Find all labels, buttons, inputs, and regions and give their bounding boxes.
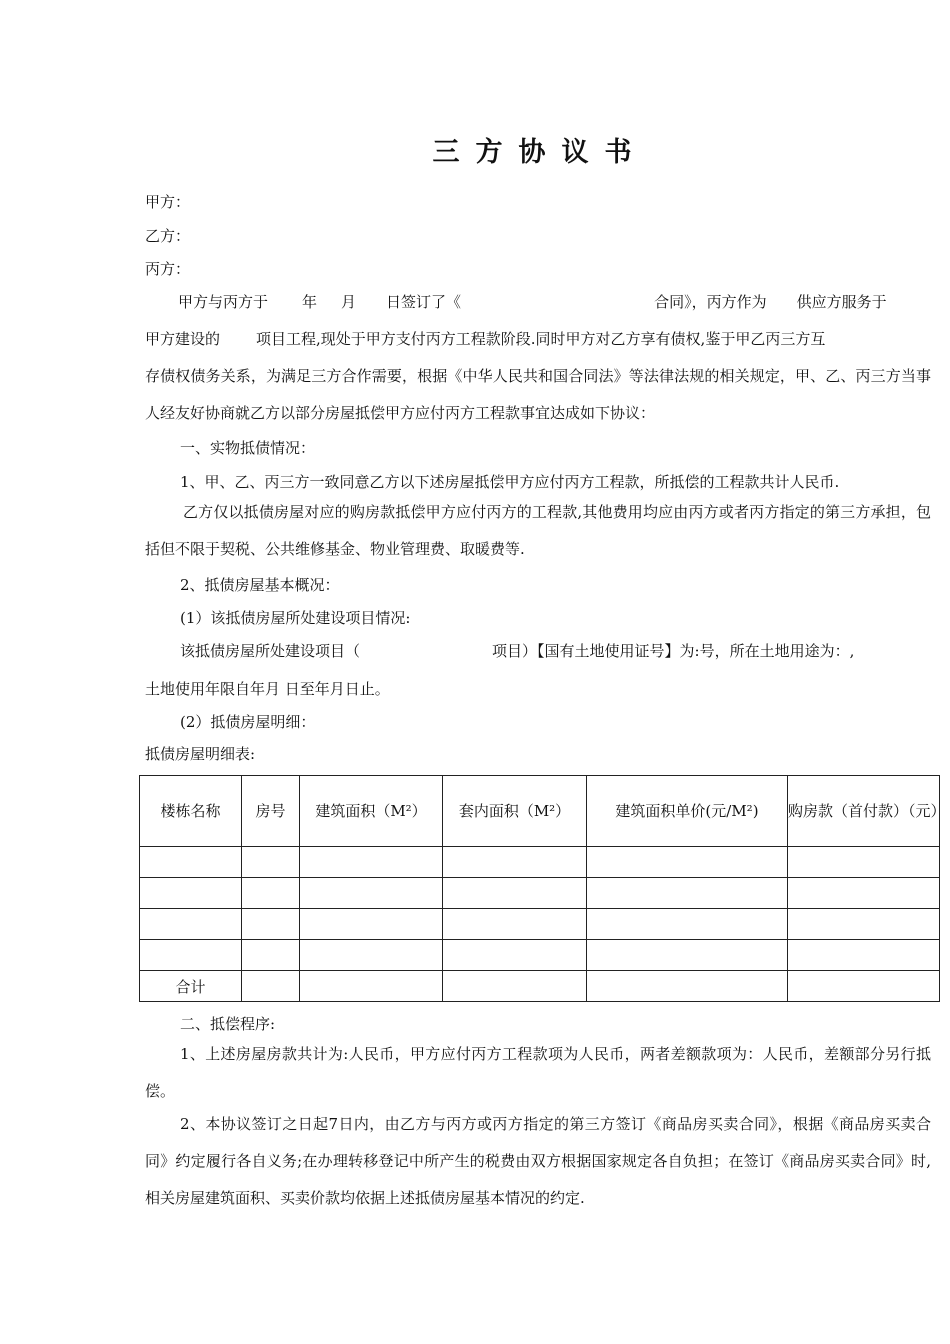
table-cell (587, 940, 788, 971)
project-text: 项目）【国有土地使用证号】为:号，所在土地用途为：, (492, 642, 855, 660)
section-1-item-1: 1、甲、乙、丙三方一致同意乙方以下述房屋抵偿甲方应付丙方工程款，所抵偿的工程款共计人民币. (180, 473, 840, 491)
intro-supplier: 供应方服务于 (796, 293, 887, 311)
table-header-cell: 套内面积（M²） (443, 776, 587, 847)
table-cell (300, 878, 443, 909)
party-b-label: 乙方： (145, 227, 191, 245)
table-cell (242, 940, 300, 971)
section-1-note: 乙方仅以抵债房屋对应的购房款抵偿甲方应付丙方的工程款,其他费用均应由丙方或者丙方指定的第三方承担，包括但不限于契税、公共维修基金、物业管理费、取暖费等. (145, 503, 931, 558)
intro-line-2 (145, 329, 825, 349)
section-1-item-2: 2、抵债房屋基本概况： (180, 576, 340, 594)
table-caption: 抵债房屋明细表: (145, 745, 256, 763)
table-cell (788, 909, 940, 940)
table-cell (300, 940, 443, 971)
intro-line-1 (178, 292, 887, 312)
table-row (140, 909, 940, 940)
table-cell (300, 909, 443, 940)
section-2-item-2: 2、本协议签订之日起7日内，由乙方与丙方或丙方指定的第三方签订《商品房买卖合同》，根据《商品房买卖合同》约定履行各自义务;在办理转移登记中所产生的税费由双方根据国家规定各自负担；在签订《商品房买卖合同》时,相关房屋建筑面积、买卖价款均依据上述抵债房屋基本情况的约定. (145, 1115, 931, 1207)
table-cell (242, 971, 300, 1002)
table-cell (587, 909, 788, 940)
section-2-item-1: 1、上述房屋房款共计为:人民币，甲方应付丙方工程款项为人民币，两者差额款项为：人民币，差额部分另行抵偿。 (145, 1045, 931, 1100)
project-text: 该抵债房屋所处建设项目（ (180, 642, 361, 660)
intro-text: 甲方与丙方于 (178, 293, 269, 311)
table-cell (788, 847, 940, 878)
section-2-heading: 二、抵偿程序: (180, 1015, 276, 1033)
table-header-cell: 楼栋名称 (140, 776, 242, 847)
table-cell (443, 847, 587, 878)
table-cell (242, 909, 300, 940)
table-cell (788, 971, 940, 1002)
table-row (140, 878, 940, 909)
project-line (180, 641, 854, 661)
section-1-heading: 一、实物抵债情况： (180, 439, 316, 457)
section-1-sub-1: (1）该抵债房屋所处建设项目情况: (180, 609, 411, 627)
table-total-row (140, 971, 940, 1002)
table-cell (140, 878, 242, 909)
table-cell (443, 971, 587, 1002)
table-header-row (140, 776, 940, 847)
intro-paragraph: 存债权债务关系，为满足三方合作需要，根据《中华人民共和国合同法》等法律法规的相关规定，甲、乙、丙三方当事人经友好协商就乙方以部分房屋抵偿甲方应付丙方工程款事宜达成如下协议： (145, 367, 931, 422)
table-header-cell: 建筑面积（M²） (300, 776, 443, 847)
table-cell (242, 847, 300, 878)
table-cell (788, 878, 940, 909)
table-cell (300, 847, 443, 878)
table-row (140, 940, 940, 971)
intro-text: 项目工程,现处于甲方支付丙方工程款阶段.同时甲方对乙方享有债权,鉴于甲乙丙三方互 (256, 330, 826, 348)
table-cell (300, 971, 443, 1002)
table-cell (443, 878, 587, 909)
table-cell (443, 940, 587, 971)
table-header-cell: 购房款（首付款）（元） (788, 776, 940, 847)
party-a-label: 甲方： (145, 193, 191, 211)
table-cell (242, 878, 300, 909)
section-1-sub-2: (2）抵债房屋明细： (180, 713, 316, 731)
property-detail-table (139, 775, 946, 1002)
table-row (140, 847, 940, 878)
table-cell (587, 878, 788, 909)
intro-day-signed: 日签订了《 (386, 293, 462, 311)
table-header-cell: 房号 (242, 776, 300, 847)
intro-text: 甲方建设的 (145, 330, 221, 348)
table-cell (587, 971, 788, 1002)
intro-year: 年 (302, 293, 318, 311)
table-total-label: 合计 (140, 971, 242, 1002)
table-header-cell: 建筑面积单价(元/M²) (587, 776, 788, 847)
table-cell (140, 847, 242, 878)
land-term: 土地使用年限自年月 日至年月日止。 (145, 680, 390, 698)
table-cell (587, 847, 788, 878)
intro-month: 月 (341, 293, 357, 311)
document-title: 三方协议书 (432, 137, 648, 168)
table-cell (140, 909, 242, 940)
table-cell (443, 909, 587, 940)
table-cell (788, 940, 940, 971)
party-c-label: 丙方： (145, 260, 191, 278)
table-cell (140, 940, 242, 971)
intro-contract: 合同》，丙方作为 (654, 293, 767, 311)
